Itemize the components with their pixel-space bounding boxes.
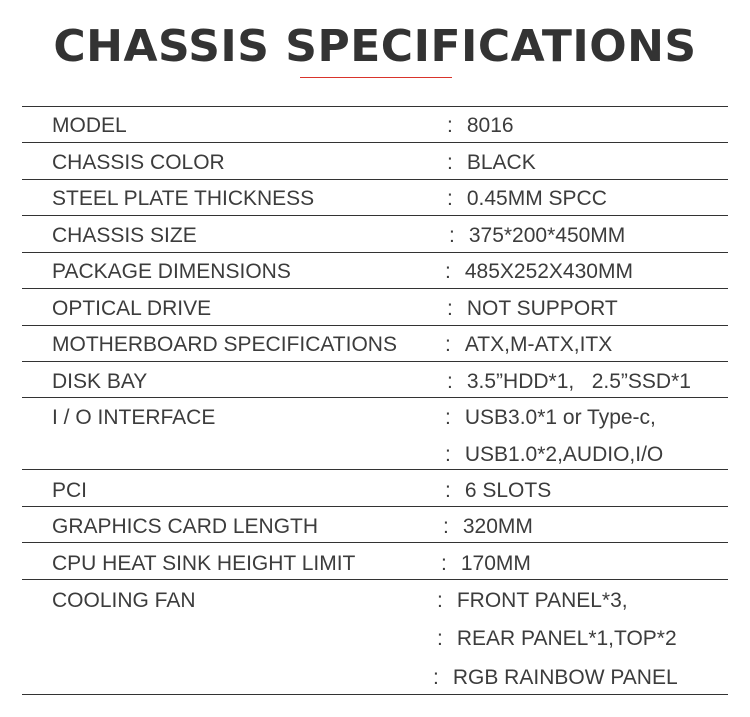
title-underline	[300, 77, 452, 78]
row-divider	[22, 469, 728, 470]
spec-value-pci: : 6 SLOTS	[445, 479, 551, 503]
spec-value-cpu-heat-sink-height-limit: : 170MM	[441, 552, 531, 576]
spec-value-cooling-fan-line3: : RGB RAINBOW PANEL	[433, 666, 678, 690]
row-divider	[22, 506, 728, 507]
spec-label-cpu-heat-sink-height-limit: CPU HEAT SINK HEIGHT LIMIT	[52, 552, 356, 575]
spec-value-io-interface-line1: : USB3.0*1 or Type-c,	[445, 406, 656, 430]
table-bottom-rule	[22, 694, 728, 695]
row-divider	[22, 288, 728, 289]
row-divider	[22, 252, 728, 253]
row-divider	[22, 142, 728, 143]
spec-value-model: : 8016	[447, 114, 514, 138]
page-title: CHASSIS SPECIFICATIONS	[53, 21, 697, 72]
table-top-rule	[22, 106, 728, 107]
spec-value-cooling-fan-line1: : FRONT PANEL*3,	[437, 589, 628, 613]
spec-label-chassis-size: CHASSIS SIZE	[52, 224, 197, 247]
spec-value-disk-bay: : 3.5”HDD*1, 2.5”SSD*1	[447, 370, 691, 394]
spec-value-io-interface-line2: : USB1.0*2,AUDIO,I/O	[445, 443, 663, 467]
spec-label-model: MODEL	[52, 114, 127, 137]
spec-label-disk-bay: DISK BAY	[52, 370, 148, 393]
spec-label-package-dimensions: PACKAGE DIMENSIONS	[52, 260, 291, 283]
spec-value-optical-drive: : NOT SUPPORT	[447, 297, 618, 321]
row-divider	[22, 215, 728, 216]
spec-value-chassis-color: : BLACK	[447, 151, 536, 175]
row-divider	[22, 179, 728, 180]
row-divider	[22, 579, 728, 580]
spec-label-graphics-card-length: GRAPHICS CARD LENGTH	[52, 515, 319, 538]
spec-label-motherboard-specifications: MOTHERBOARD SPECIFICATIONS	[52, 333, 397, 356]
spec-value-chassis-size: : 375*200*450MM	[449, 224, 625, 248]
spec-value-package-dimensions: : 485X252X430MM	[445, 260, 633, 284]
spec-label-cooling-fan: COOLING FAN	[52, 589, 196, 612]
spec-label-io-interface: I / O INTERFACE	[52, 406, 216, 429]
spec-value-graphics-card-length: : 320MM	[443, 515, 533, 539]
spec-value-motherboard-specifications: : ATX,M-ATX,ITX	[445, 333, 612, 357]
row-divider	[22, 397, 728, 398]
spec-label-pci: PCI	[52, 479, 88, 502]
row-divider	[22, 361, 728, 362]
row-divider	[22, 325, 728, 326]
row-divider	[22, 542, 728, 543]
spec-label-steel-plate-thickness: STEEL PLATE THICKNESS	[52, 187, 315, 210]
spec-value-steel-plate-thickness: : 0.45MM SPCC	[447, 187, 607, 211]
spec-label-chassis-color: CHASSIS COLOR	[52, 151, 225, 174]
spec-value-cooling-fan-line2: : REAR PANEL*1,TOP*2	[437, 627, 677, 651]
spec-label-optical-drive: OPTICAL DRIVE	[52, 297, 212, 320]
